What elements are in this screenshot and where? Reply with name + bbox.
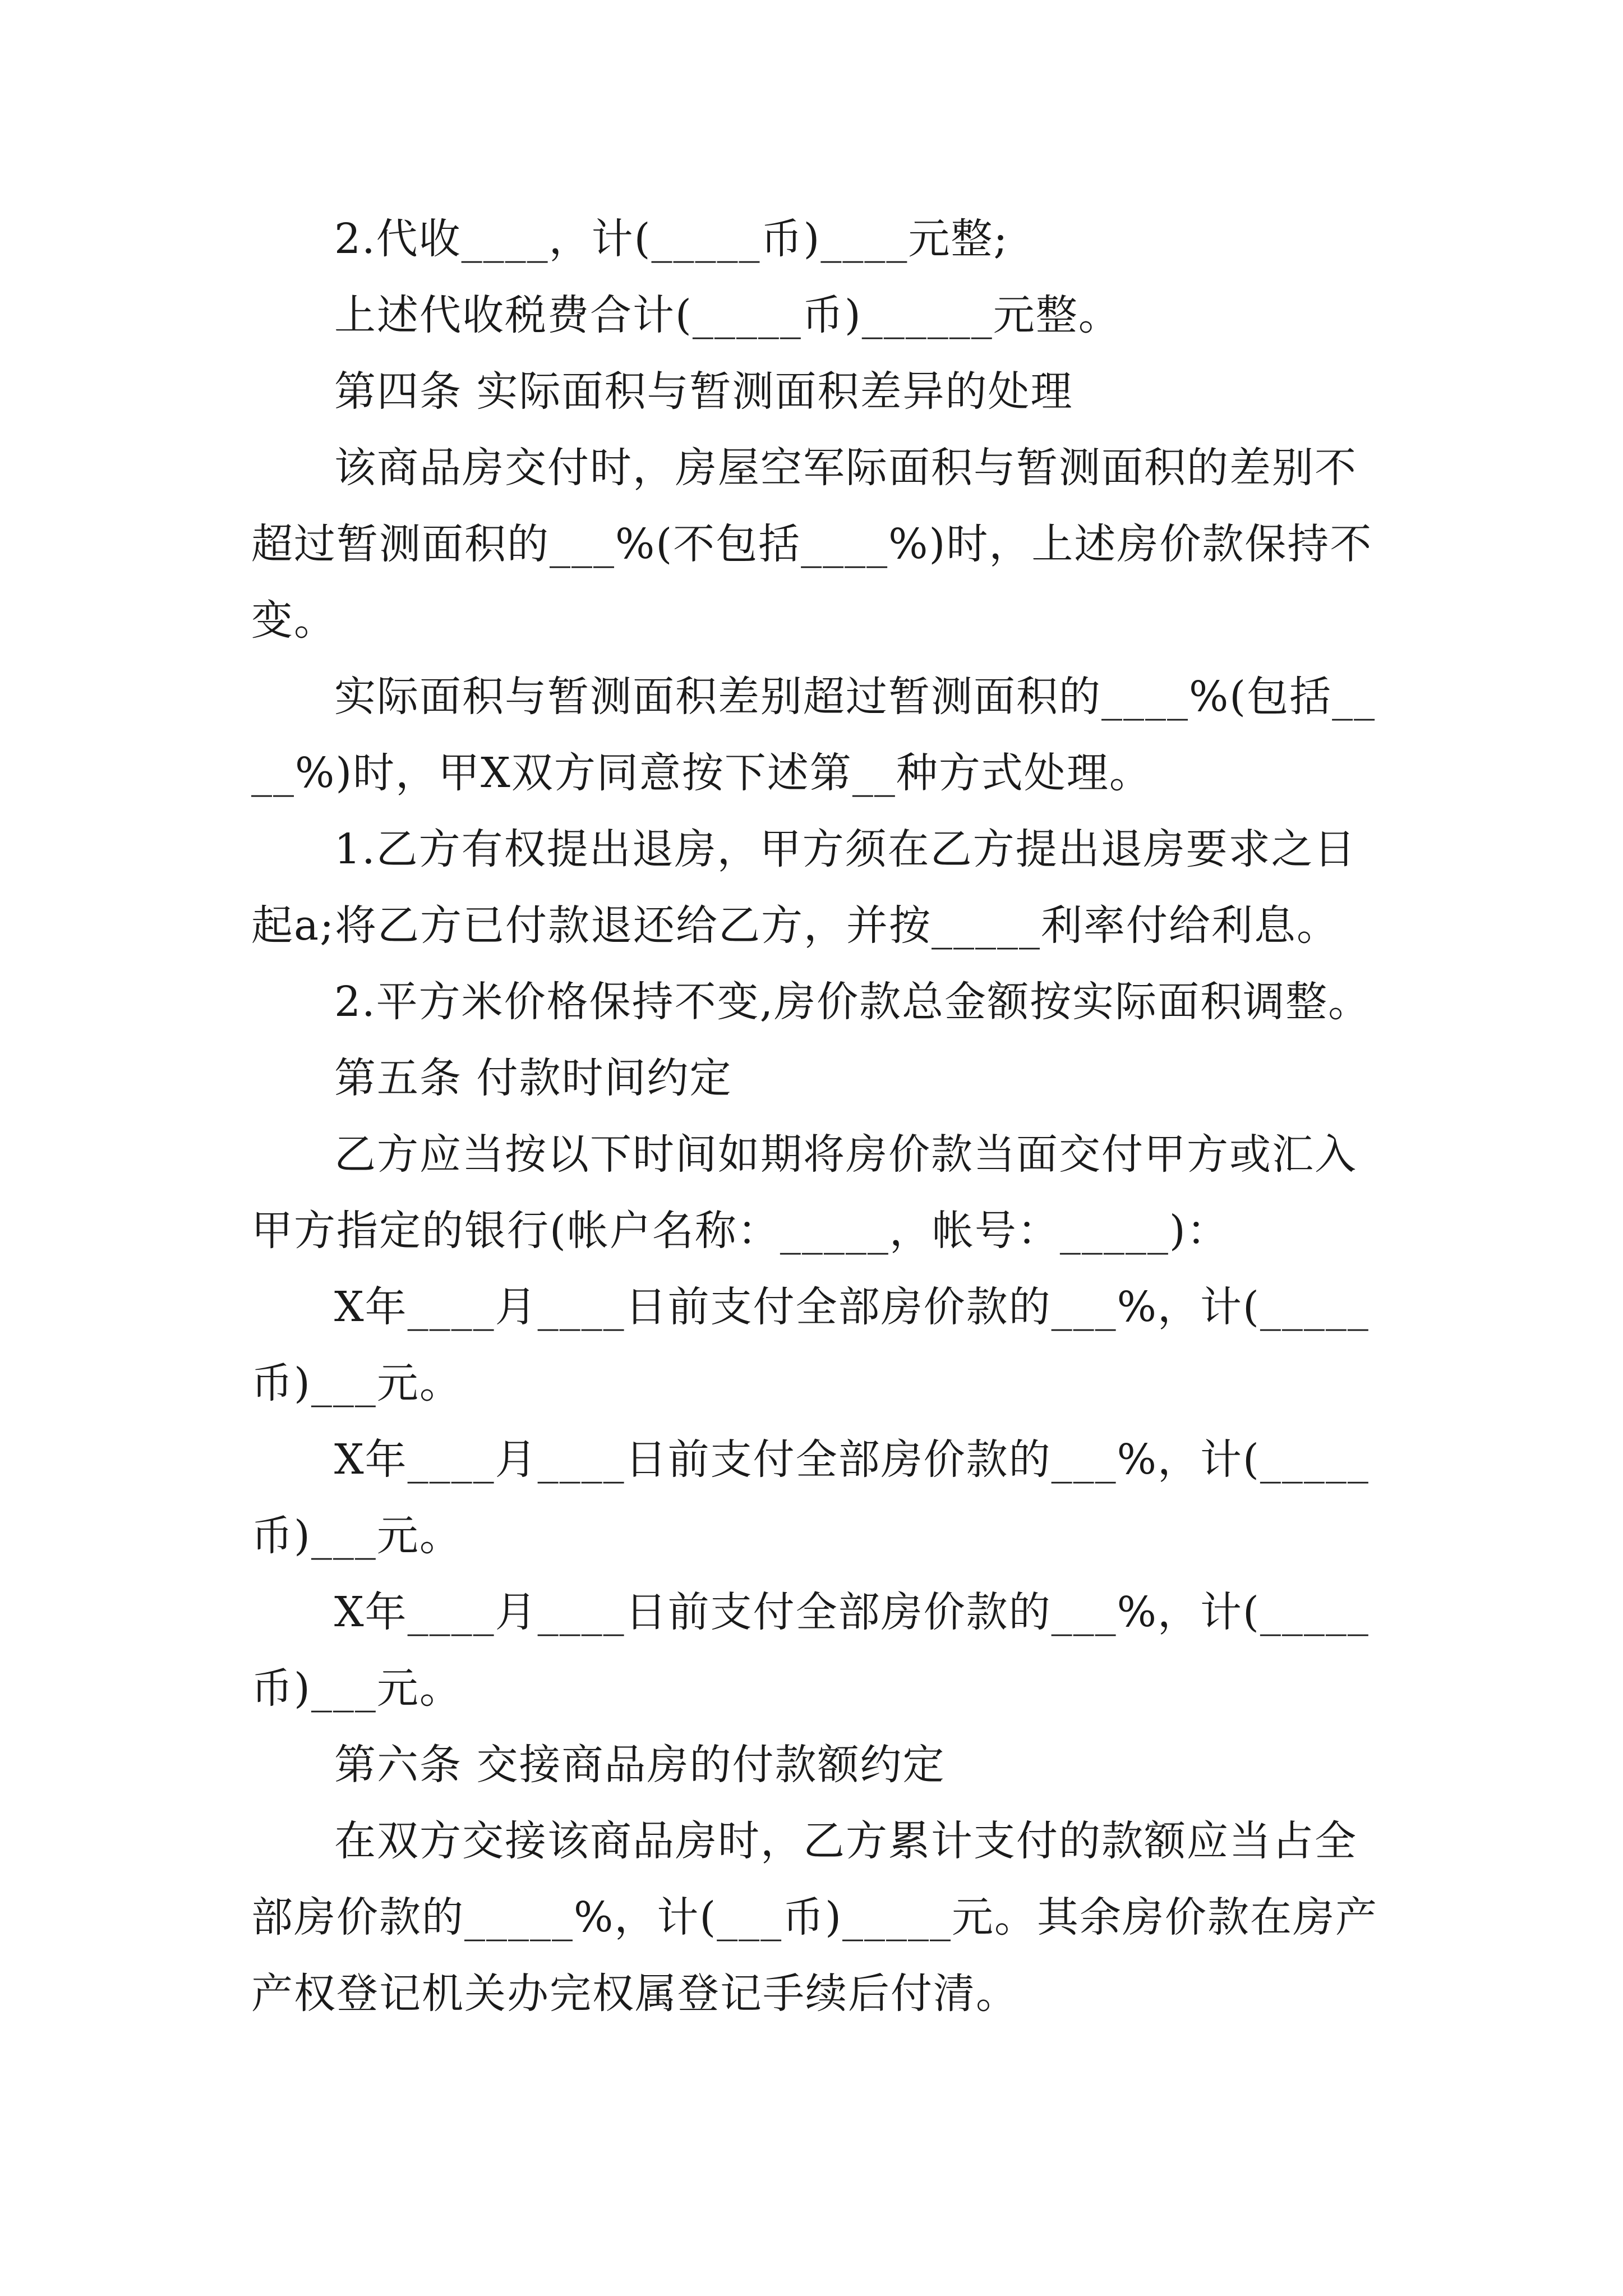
paragraph-installment-1: X年____月____日前支付全部房价款的___%，计(_____币)___元。 [251, 1283, 1370, 1407]
paragraph-installment-2: X年____月____日前支付全部房价款的___%，计(_____币)___元。 [251, 1435, 1370, 1560]
paragraph-area-exceeds-tolerance: 实际面积与暂测面积差别超过暂测面积的____%(包括____%)时，甲X双方同意按下述第__种方式处理。 [251, 673, 1376, 797]
document-body [251, 201, 1390, 2032]
paragraph-collection-total: 上述代收税费合计(_____币)______元整。 [334, 291, 1121, 339]
section-heading-article-6: 第六条 交接商品房的付款额约定 [334, 1741, 946, 1789]
paragraph-payment-account: 乙方应当按以下时间如期将房价款当面交付甲方或汇入甲方指定的银行(帐户名称：_____，帐号：_____)： [251, 1130, 1357, 1255]
paragraph-option-1: 1.乙方有权提出退房，甲方须在乙方提出退房要求之日起a;将乙方已付款退还给乙方，并按_____利率付给利息。 [251, 825, 1357, 950]
section-heading-article-5: 第五条 付款时间约定 [334, 1054, 732, 1102]
paragraph-option-2: 2.平方米价格保持不变,房价款总金额按实际面积调整。 [334, 978, 1371, 1026]
paragraph-installment-3: X年____月____日前支付全部房价款的___%，计(_____币)___元。 [251, 1588, 1370, 1713]
paragraph-handover-payment: 在双方交接该商品房时，乙方累计支付的款额应当占全部房价款的_____%，计(___币)_____元。其余房价款在房产产权登记机关办完权属登记手续后付清。 [251, 1817, 1378, 2018]
paragraph-collection-item: 2.代收____，计(_____币)____元整; [334, 215, 1009, 263]
section-heading-article-4: 第四条 实际面积与暂测面积差异的处理 [334, 367, 1073, 416]
paragraph-area-within-tolerance: 该商品房交付时，房屋空军际面积与暂测面积的差别不超过暂测面积的___%(不包括____%)时，上述房价款保持不变。 [251, 444, 1373, 645]
